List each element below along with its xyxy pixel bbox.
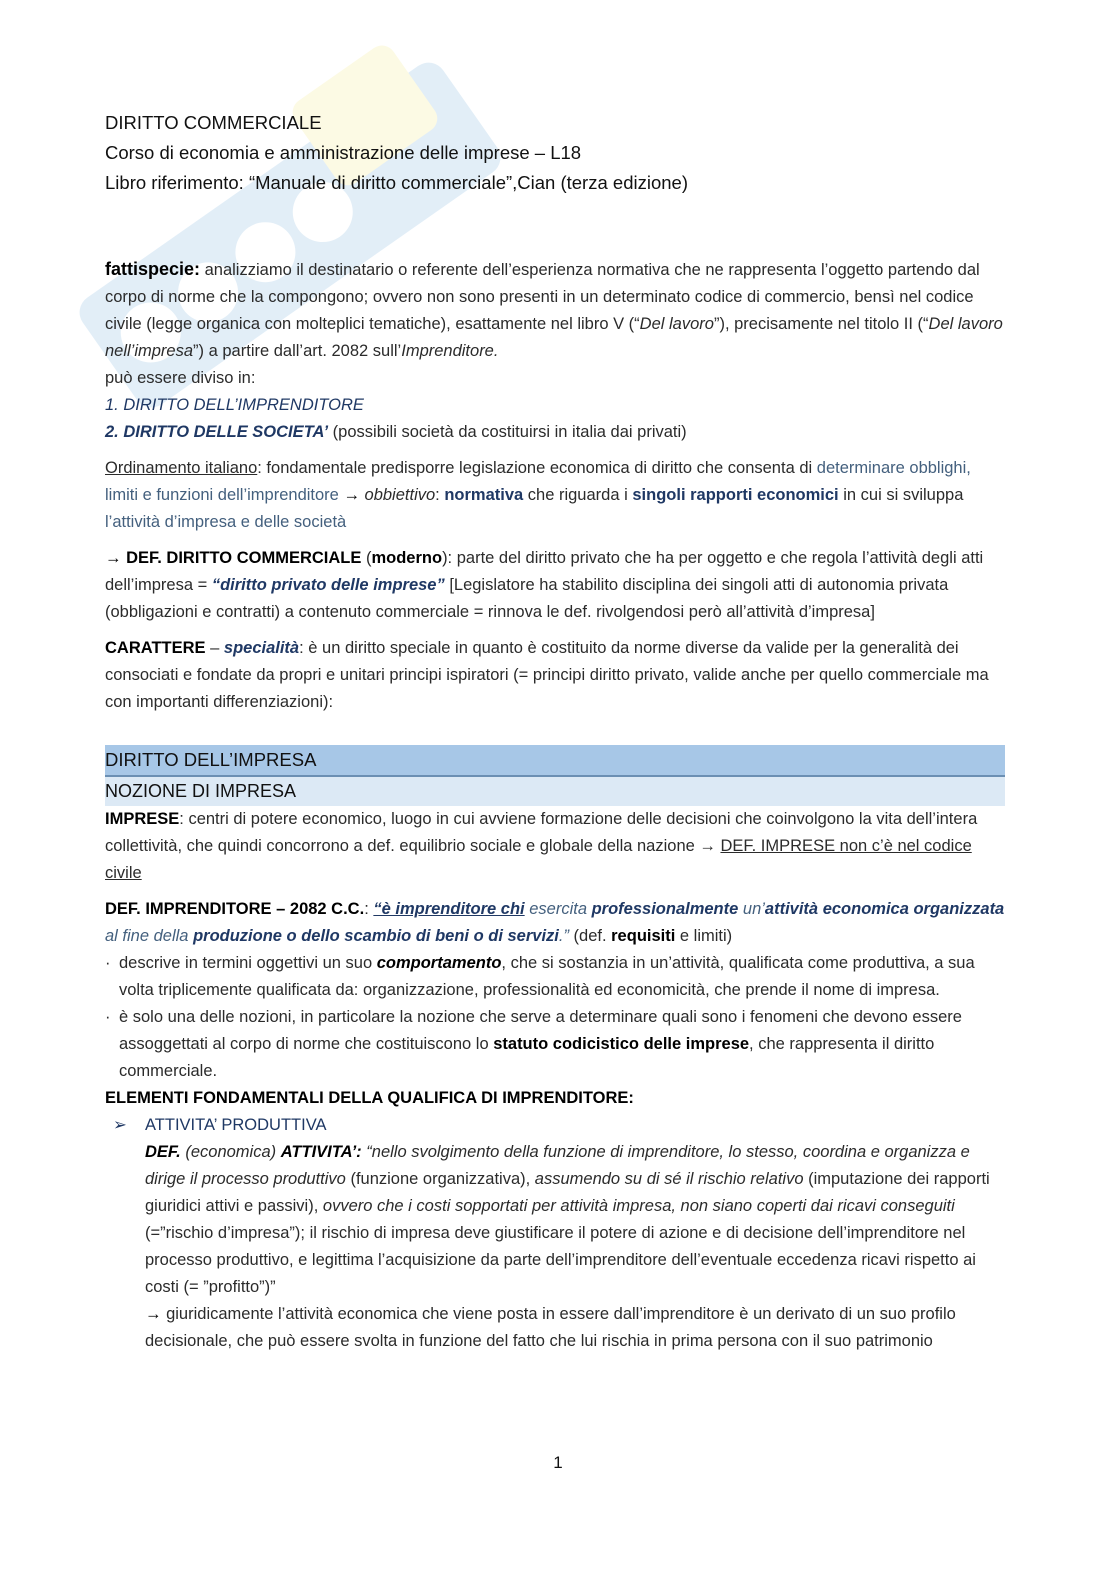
arrow-bullet-icon: ➢ [113, 1116, 127, 1134]
course-line: Corso di economia e amministrazione delle imprese – L18 [105, 142, 582, 163]
bullet-icon: · [105, 1008, 111, 1026]
attivita-conclusion: → giuridicamente l’attività economica che viene posta in essere dall’imprenditore è un derivato di un suo profilo decisionale, che può essere svolta in funzione del fatto che lui rischia in prima persona con il suo patrimonio [145, 1305, 956, 1350]
fattispecie-term: fattispecie: [105, 259, 201, 279]
document-page [105, 108, 1005, 1355]
attivita-definition: DEF. (economica) ATTIVITA’: “nello svolgimento della funzione di imprenditore, lo stesso, coordina e organizza e dirige il processo produttivo (funzione organizzativa), assumendo su di sé il rischio relativo (imputazione dei rapporti giuridici attivi e passivi), ovvero che i costi sopportati per attività impresa, non siano coperti dai ricavi conseguiti (=”rischio d’impresa”); il rischio di impresa deve giustificare il potere di azione e di decisione dell’imprenditore nel processo produttivo, e legittima l’acquisizione da parte dell’imprenditore dell’eventuale eccedenza ricavi rispetto ai costi (= ”profitto”)” [145, 1143, 990, 1296]
attivita-produttiva-title: ATTIVITA’ PRODUTTIVA [145, 1116, 327, 1134]
ordinamento-paragraph: Ordinamento italiano: fondamentale predisporre legislazione economica di diritto che consenta di determinare obblighi, limiti e funzioni dell’imprenditore → obbiettivo: normativa che riguarda i singoli rapporti economici in cui si sviluppa l’attività d’impresa e delle società [105, 459, 971, 531]
document-header [105, 108, 1005, 198]
arrow-icon: → [105, 549, 127, 567]
fattispecie-paragraph: fattispecie: analizziamo il destinatario o referente dell’esperienza normativa che ne rappresenta l’oggetto partendo dal corpo di norme che la compongono; ovvero non sono presenti in un determinato codice di commercio, bensì nel codice civile (legge organica con molteplici tematiche), esattamente nel libro V (“Del lavoro”), precisamente nel titolo II (“Del lavoro nell’impresa”) a partire dall’art. 2082 sull’Imprenditore. [105, 259, 1003, 360]
reference-book-line: Libro riferimento: “Manuale di diritto commerciale”,Cian (terza edizione) [105, 172, 688, 193]
division-intro: può essere diviso in: [105, 369, 256, 387]
document-title: DIRITTO COMMERCIALE [105, 112, 322, 133]
list-item: · descrive in termini oggettivi un suo comportamento, che si sostanzia in un’attività, qualificata come produttiva, a sua volta triplicemente qualificata da: organizzazione, professionalità ed economicità, che prende il nome di impresa. [105, 950, 1005, 1004]
section-heading-block [105, 745, 1005, 806]
carattere-paragraph: CARATTERE – specialità: è un diritto speciale in quanto è costituito da norme diverse da valide per la generalità dei consociati e fondate da propri e unitari principi ispiratori (= principi diritto privato, valide anche per quello commerciale ma con importanti differenziazioni): [105, 639, 989, 711]
elementi-heading: ELEMENTI FONDAMENTALI DELLA QUALIFICA DI IMPRENDITORE: [105, 1089, 634, 1107]
page-number: 1 [553, 1453, 563, 1472]
arrow-icon: → [145, 1305, 167, 1323]
def-imprenditore-paragraph: DEF. IMPRENDITORE – 2082 C.C.: “è imprenditore chi esercita professionalmente un’attività economica organizzata al fine della produzione o dello scambio di beni o di servizi.” (def. requisiti e limiti) [105, 900, 1005, 945]
division-item-1: 1. DIRITTO DELL’IMPRENDITORE [105, 396, 364, 414]
def-diritto-commerciale-paragraph: → DEF. DIRITTO COMMERCIALE (moderno): parte del diritto privato che ha per oggetto e che regola l’attività degli atti dell’impresa = “diritto privato delle imprese” [Legislatore ha stabilito disciplina dei singoli atti di autonomia privata (obbligazioni e contratti) a contenuto commerciale = rinnova le def. rivolgendosi però all’attività d’impresa] [105, 549, 984, 621]
imprese-paragraph: IMPRESE: centri di potere economico, luogo in cui avviene formazione delle decisioni che coinvolgono la vita dell’intera collettività, che quindi concorrono a def. equilibrio sociale e globale della nazione → DEF. IMPRESE non c’è nel codice civile [105, 810, 978, 882]
section-title: DIRITTO DELL’IMPRESA [105, 745, 1005, 777]
bullet-icon: · [105, 954, 111, 972]
arrow-icon: → [338, 486, 365, 504]
section-subtitle: NOZIONE DI IMPRESA [105, 777, 1005, 806]
list-item: · è solo una delle nozioni, in particolare la nozione che serve a determinare quali sono i fenomeni che devono essere assoggettati al corpo di norme che costituiscono lo statuto codicistico delle imprese, che rappresenta il diritto commerciale. [105, 1004, 1005, 1085]
division-item-2: 2. DIRITTO DELLE SOCIETA’ (possibili società da costituirsi in italia dai privati) [105, 423, 687, 441]
attivita-produttiva-item [105, 1112, 1005, 1355]
